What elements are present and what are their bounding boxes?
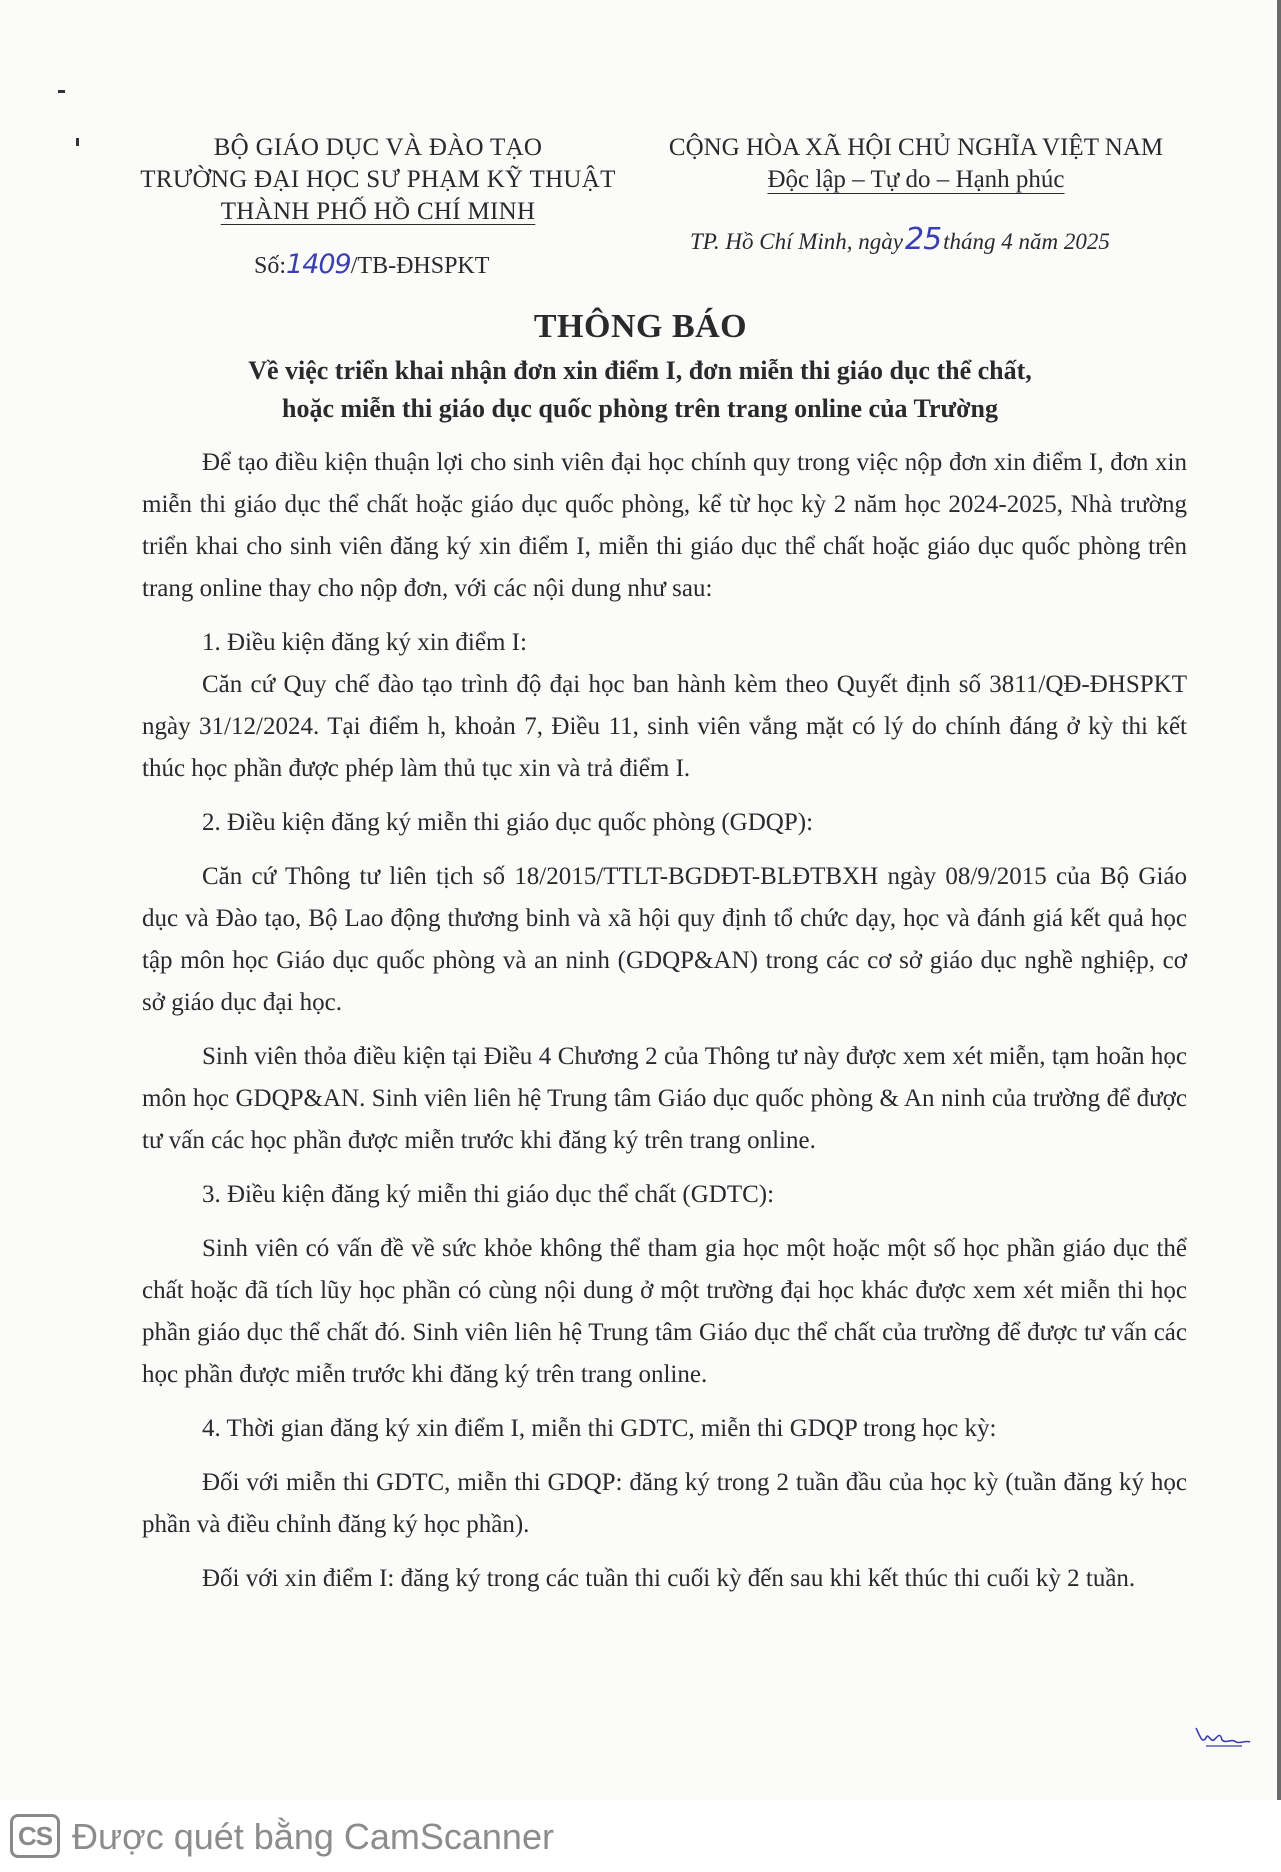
section-heading-4: 4. Thời gian đăng ký xin điểm I, miễn thi GDTC, miễn thi GDQP trong học kỳ: bbox=[202, 1415, 997, 1442]
issuer-block bbox=[118, 132, 638, 228]
subtitle-line: Về việc triển khai nhận đơn xin điểm I, đơn miễn thi giáo dục thể chất, bbox=[248, 356, 1032, 385]
school-name: TRƯỜNG ĐẠI HỌC SƯ PHẠM KỸ THUẬT bbox=[140, 166, 616, 193]
document-subtitle bbox=[140, 352, 1140, 428]
document-number bbox=[254, 249, 489, 280]
scan-speck bbox=[58, 90, 65, 93]
intro-paragraph: Để tạo điều kiện thuận lợi cho sinh viên đại học chính quy trong việc nộp đơn xin điểm I, đơn xin miễn thi giáo dục thể chất hoặc giáo dục quốc phòng, kể từ học kỳ 2 năm học 2024-2025, Nhà trường triển khai cho sinh viên đăng ký xin điểm I, miễn thi giáo dục thể chất hoặc giáo dục quốc phòng trên trang online thay cho nộp đơn, với các nội dung như sau: bbox=[142, 449, 1187, 602]
section-paragraph: Sinh viên thỏa điều kiện tại Điều 4 Chương 2 của Thông tư này được xem xét miễn, tạm hoãn học môn học GDQP&AN. Sinh viên liên hệ Trung tâm Giáo dục quốc phòng & An ninh của trường để được tư vấn các học phần được miễn trước khi đăng ký trên trang online. bbox=[142, 1043, 1187, 1154]
scan-edge bbox=[1277, 0, 1281, 1800]
issue-date bbox=[690, 222, 1110, 257]
date-prefix: TP. Hồ Chí Minh, ngày bbox=[690, 229, 903, 254]
scan-speck bbox=[76, 138, 79, 146]
national-header bbox=[636, 132, 1196, 196]
section-paragraph: Căn cứ Quy chế đào tạo trình độ đại học ban hành kèm theo Quyết định số 3811/QĐ-ĐHSPKT ngày 31/12/2024. Tại điểm h, khoản 7, Điều 11, sinh viên vắng mặt có lý do chính đáng ở kỳ thi kết thúc học phần được phép làm thủ tục xin và trả điểm I. bbox=[142, 671, 1187, 782]
section-heading-3: 3. Điều kiện đăng ký miễn thi giáo dục thể chất (GDTC): bbox=[202, 1181, 775, 1208]
date-suffix: tháng 4 năm 2025 bbox=[943, 229, 1110, 254]
camscanner-watermark: Được quét bằng CamScanner bbox=[72, 1816, 554, 1857]
ministry-name: BỘ GIÁO DỤC VÀ ĐÀO TẠO bbox=[213, 134, 543, 161]
handwritten-number: 1409 bbox=[286, 249, 351, 280]
document-title: THÔNG BÁO bbox=[533, 308, 748, 345]
document-body bbox=[142, 442, 1187, 1600]
number-prefix: Số: bbox=[254, 253, 287, 279]
camscanner-logo-icon: CS bbox=[10, 1814, 60, 1858]
section-heading-2: 2. Điều kiện đăng ký miễn thi giáo dục quốc phòng (GDQP): bbox=[202, 809, 814, 836]
number-suffix: /TB-ĐHSPKT bbox=[350, 253, 490, 279]
handwritten-initials bbox=[1192, 1722, 1252, 1750]
handwritten-day: 25 bbox=[904, 222, 942, 257]
section-paragraph: Sinh viên có vấn đề về sức khỏe không thể tham gia học một hoặc một số học phần giáo dục thể chất hoặc đã tích lũy học phần có cùng nội dung ở một trường đại học khác được xem xét miễn thi học phần giáo dục thể chất đó. Sinh viên liên hệ Trung tâm Giáo dục thể chất của trường để được tư vấn các học phần được miễn trước khi đăng ký trên trang online. bbox=[142, 1235, 1187, 1388]
section-paragraph: Căn cứ Thông tư liên tịch số 18/2015/TTLT-BGDĐT-BLĐTBXH ngày 08/9/2015 của Bộ Giáo dục và Đào tạo, Bộ Lao động thương binh và xã hội quy định tổ chức dạy, học và đánh giá kết quả học tập môn học Giáo dục quốc phòng và an ninh (GDQP&AN) trong các cơ sở giáo dục nghề nghiệp, cơ sở giáo dục đại học. bbox=[142, 863, 1187, 1016]
section-heading-1: 1. Điều kiện đăng ký xin điểm I: bbox=[202, 629, 527, 656]
section-paragraph: Đối với xin điểm I: đăng ký trong các tuần thi cuối kỳ đến sau khi kết thúc thi cuối kỳ 2 tuần. bbox=[202, 1565, 1136, 1592]
subtitle-line: hoặc miễn thi giáo dục quốc phòng trên trang online của Trường bbox=[282, 394, 998, 423]
scanner-footer bbox=[0, 1800, 1281, 1872]
school-city: THÀNH PHỐ HỒ CHÍ MINH bbox=[220, 198, 536, 225]
republic-name: CỘNG HÒA XÃ HỘI CHỦ NGHĨA VIỆT NAM bbox=[668, 134, 1164, 161]
national-motto: Độc lập – Tự do – Hạnh phúc bbox=[767, 166, 1065, 193]
section-paragraph: Đối với miễn thi GDTC, miễn thi GDQP: đăng ký trong 2 tuần đầu của học kỳ (tuần đăng ký học phần và điều chỉnh đăng ký học phần). bbox=[142, 1469, 1187, 1538]
